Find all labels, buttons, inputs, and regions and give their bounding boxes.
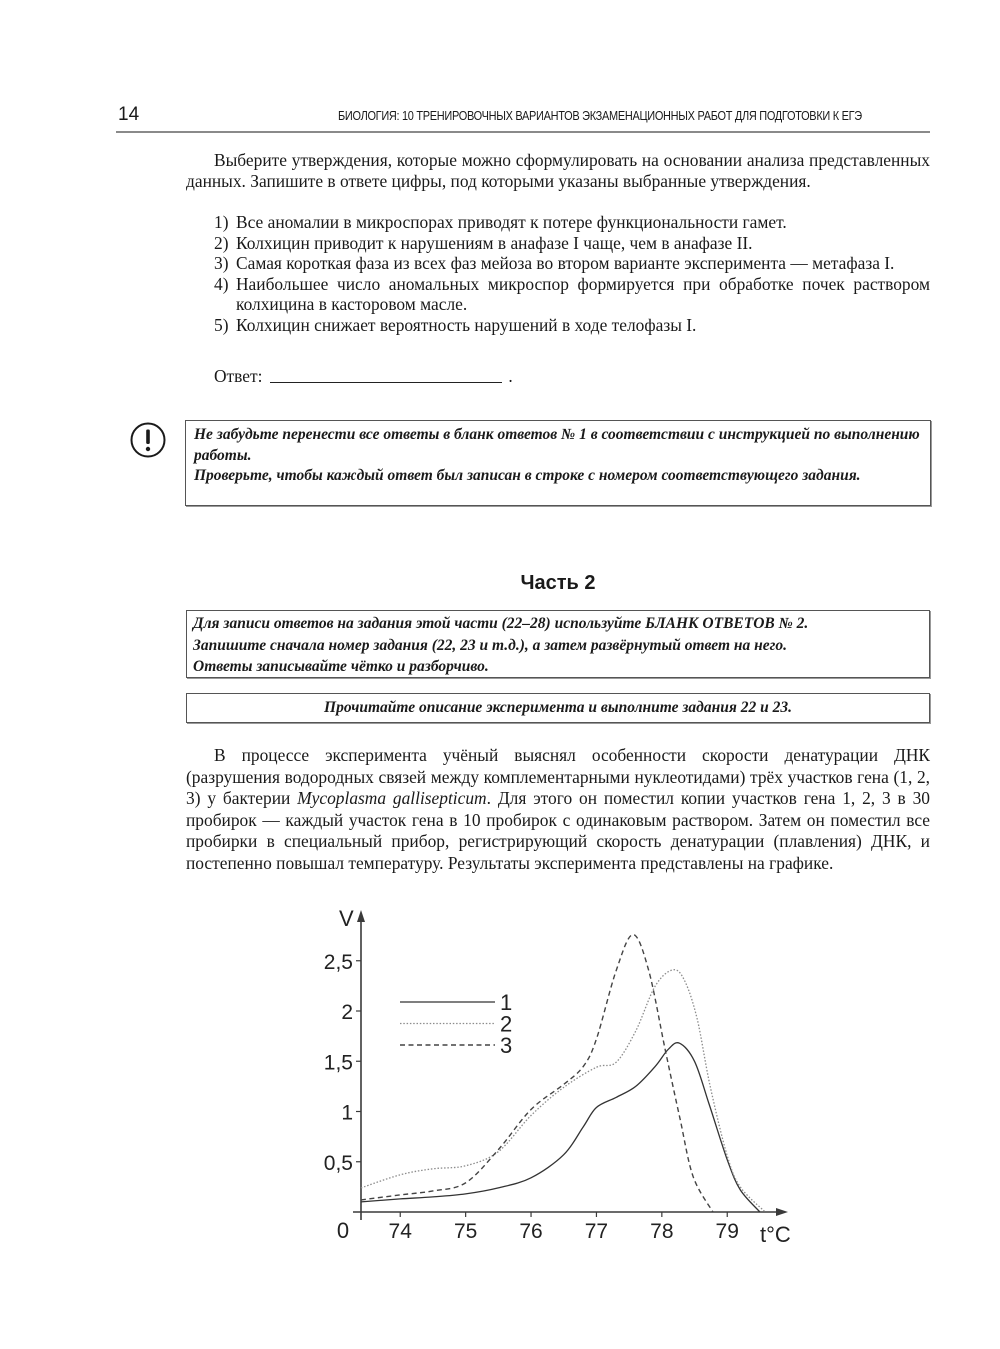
series-line-3 bbox=[361, 935, 713, 1212]
part2-instruction-line: Для записи ответов на задания этой части (22–28) используйте БЛАНК ОТВЕТОВ № 2. bbox=[193, 615, 809, 632]
x-axis-arrow-icon bbox=[776, 1208, 788, 1216]
chart-legend bbox=[400, 990, 512, 1058]
option-item bbox=[186, 253, 930, 274]
option-number: 1) bbox=[214, 212, 229, 232]
option-item bbox=[186, 233, 930, 254]
read-prompt-box bbox=[186, 693, 930, 723]
option-text: Самая короткая фаза из всех фаз мейоза во втором варианте эксперимента — метафаза I. bbox=[236, 253, 895, 273]
read-prompt-text: Прочитайте описание эксперимента и выполните задания 22 и 23. bbox=[324, 699, 792, 716]
option-item bbox=[186, 274, 930, 315]
x-tick-label: 79 bbox=[715, 1220, 739, 1243]
chart-ticks bbox=[324, 951, 739, 1243]
task-instruction bbox=[186, 150, 930, 191]
series-line-1 bbox=[361, 1043, 760, 1212]
experiment-paragraph bbox=[186, 745, 930, 875]
reminder-box bbox=[185, 420, 931, 506]
y-axis-arrow-icon bbox=[357, 910, 365, 922]
option-number: 3) bbox=[214, 253, 229, 273]
x-tick-label: 76 bbox=[519, 1220, 543, 1243]
page-number: 14 bbox=[118, 104, 140, 125]
origin-label: 0 bbox=[336, 1218, 350, 1243]
x-axis-label: t°C bbox=[760, 1222, 791, 1247]
answer-end-mark: . bbox=[508, 366, 513, 386]
experiment-text-part-2: . Для этого он поместил копии участков гена 1, 2, 3 в 30 пробирок — каждый участок гена в 10 пробирок с одинаковым раствором. Затем он поместил все пробирки в специальный прибор, регистрирующий скорость денатурации (плавления) ДНК, и постепенно повышал температуру. Результаты эксперимента представлены на графике. bbox=[186, 788, 931, 873]
reminder-line-2: Проверьте, чтобы каждый ответ был записан в строке с номером соответствующего задания. bbox=[194, 467, 861, 484]
y-tick-label: 2 bbox=[341, 1001, 353, 1024]
answer-options-list bbox=[186, 212, 930, 335]
y-tick-label: 1,5 bbox=[323, 1051, 353, 1075]
reminder-line-1: Не забудьте перенести все ответы в бланк ответов № 1 в соответствии с инструкцией по выполнению работы. bbox=[194, 426, 920, 464]
x-tick-label: 78 bbox=[650, 1220, 674, 1243]
answer-label: Ответ: bbox=[214, 366, 263, 386]
chart-axes bbox=[337, 906, 791, 1247]
exclamation-circle-icon bbox=[130, 422, 166, 458]
option-item bbox=[186, 212, 930, 233]
option-number: 2) bbox=[214, 232, 229, 253]
denaturation-rate-chart bbox=[320, 900, 800, 1260]
task-instruction-text: Выберите утверждения, которые можно сформулировать на основании анализа представленных данных. Запишите в ответе цифры, под которыми указаны выбранные утверждения. bbox=[186, 150, 930, 191]
section-title: Часть 2 bbox=[520, 572, 596, 594]
option-number: 5) bbox=[214, 314, 229, 335]
option-text: Все аномалии в микроспорах приводят к потере функциональности гамет. bbox=[236, 212, 787, 232]
experiment-description bbox=[186, 745, 930, 875]
part2-instruction-line: Запишите сначала номер задания (22, 23 и т.д.), а затем развёрнутый ответ на него. bbox=[193, 636, 787, 654]
x-tick-label: 77 bbox=[584, 1220, 609, 1243]
option-number: 4) bbox=[214, 273, 229, 294]
option-text: Колхицин снижает вероятность нарушений в ходе телофазы I. bbox=[236, 314, 697, 335]
part2-instructions-box bbox=[186, 610, 930, 678]
species-name: Mycoplasma gallisepticum bbox=[297, 788, 487, 809]
legend-label-1: 1 bbox=[500, 990, 513, 1015]
legend-label-3: 3 bbox=[500, 1033, 513, 1058]
header-rule bbox=[116, 131, 930, 133]
y-tick-label: 2,5 bbox=[323, 950, 353, 974]
part2-instruction-line: Ответы записывайте чётко и разборчиво. bbox=[193, 658, 489, 675]
answer-blank-field[interactable] bbox=[270, 381, 502, 383]
experiment-text-part-1: В процессе эксперимента учёный выяснял особенности скорости денатурации ДНК (разрушения водородных связей между комплементарными нуклеотидами) трёх участков гена (1, 2, 3) у бактерии bbox=[186, 745, 930, 809]
x-tick-label: 74 bbox=[388, 1220, 412, 1243]
running-head: БИОЛОГИЯ: 10 ТРЕНИРОВОЧНЫХ ВАРИАНТОВ ЭКЗАМЕНАЦИОННЫХ РАБОТ ДЛЯ ПОДГОТОВКИ К ЕГЭ bbox=[338, 108, 862, 123]
option-text: Колхицин приводит к нарушениям в анафазе I чаще, чем в анафазе II. bbox=[236, 232, 753, 253]
option-item bbox=[186, 315, 930, 336]
legend-label-2: 2 bbox=[500, 1011, 513, 1037]
y-axis-label: V bbox=[339, 906, 354, 931]
option-text: Наибольшее число аномальных микроспор формируется при обработке почек раствором колхицина в касторовом масле. bbox=[236, 273, 930, 314]
y-tick-label: 0,5 bbox=[323, 1151, 353, 1175]
y-tick-label: 1 bbox=[341, 1101, 353, 1125]
x-tick-label: 75 bbox=[453, 1220, 478, 1243]
chart-series bbox=[361, 935, 765, 1212]
answer-line bbox=[214, 366, 513, 387]
